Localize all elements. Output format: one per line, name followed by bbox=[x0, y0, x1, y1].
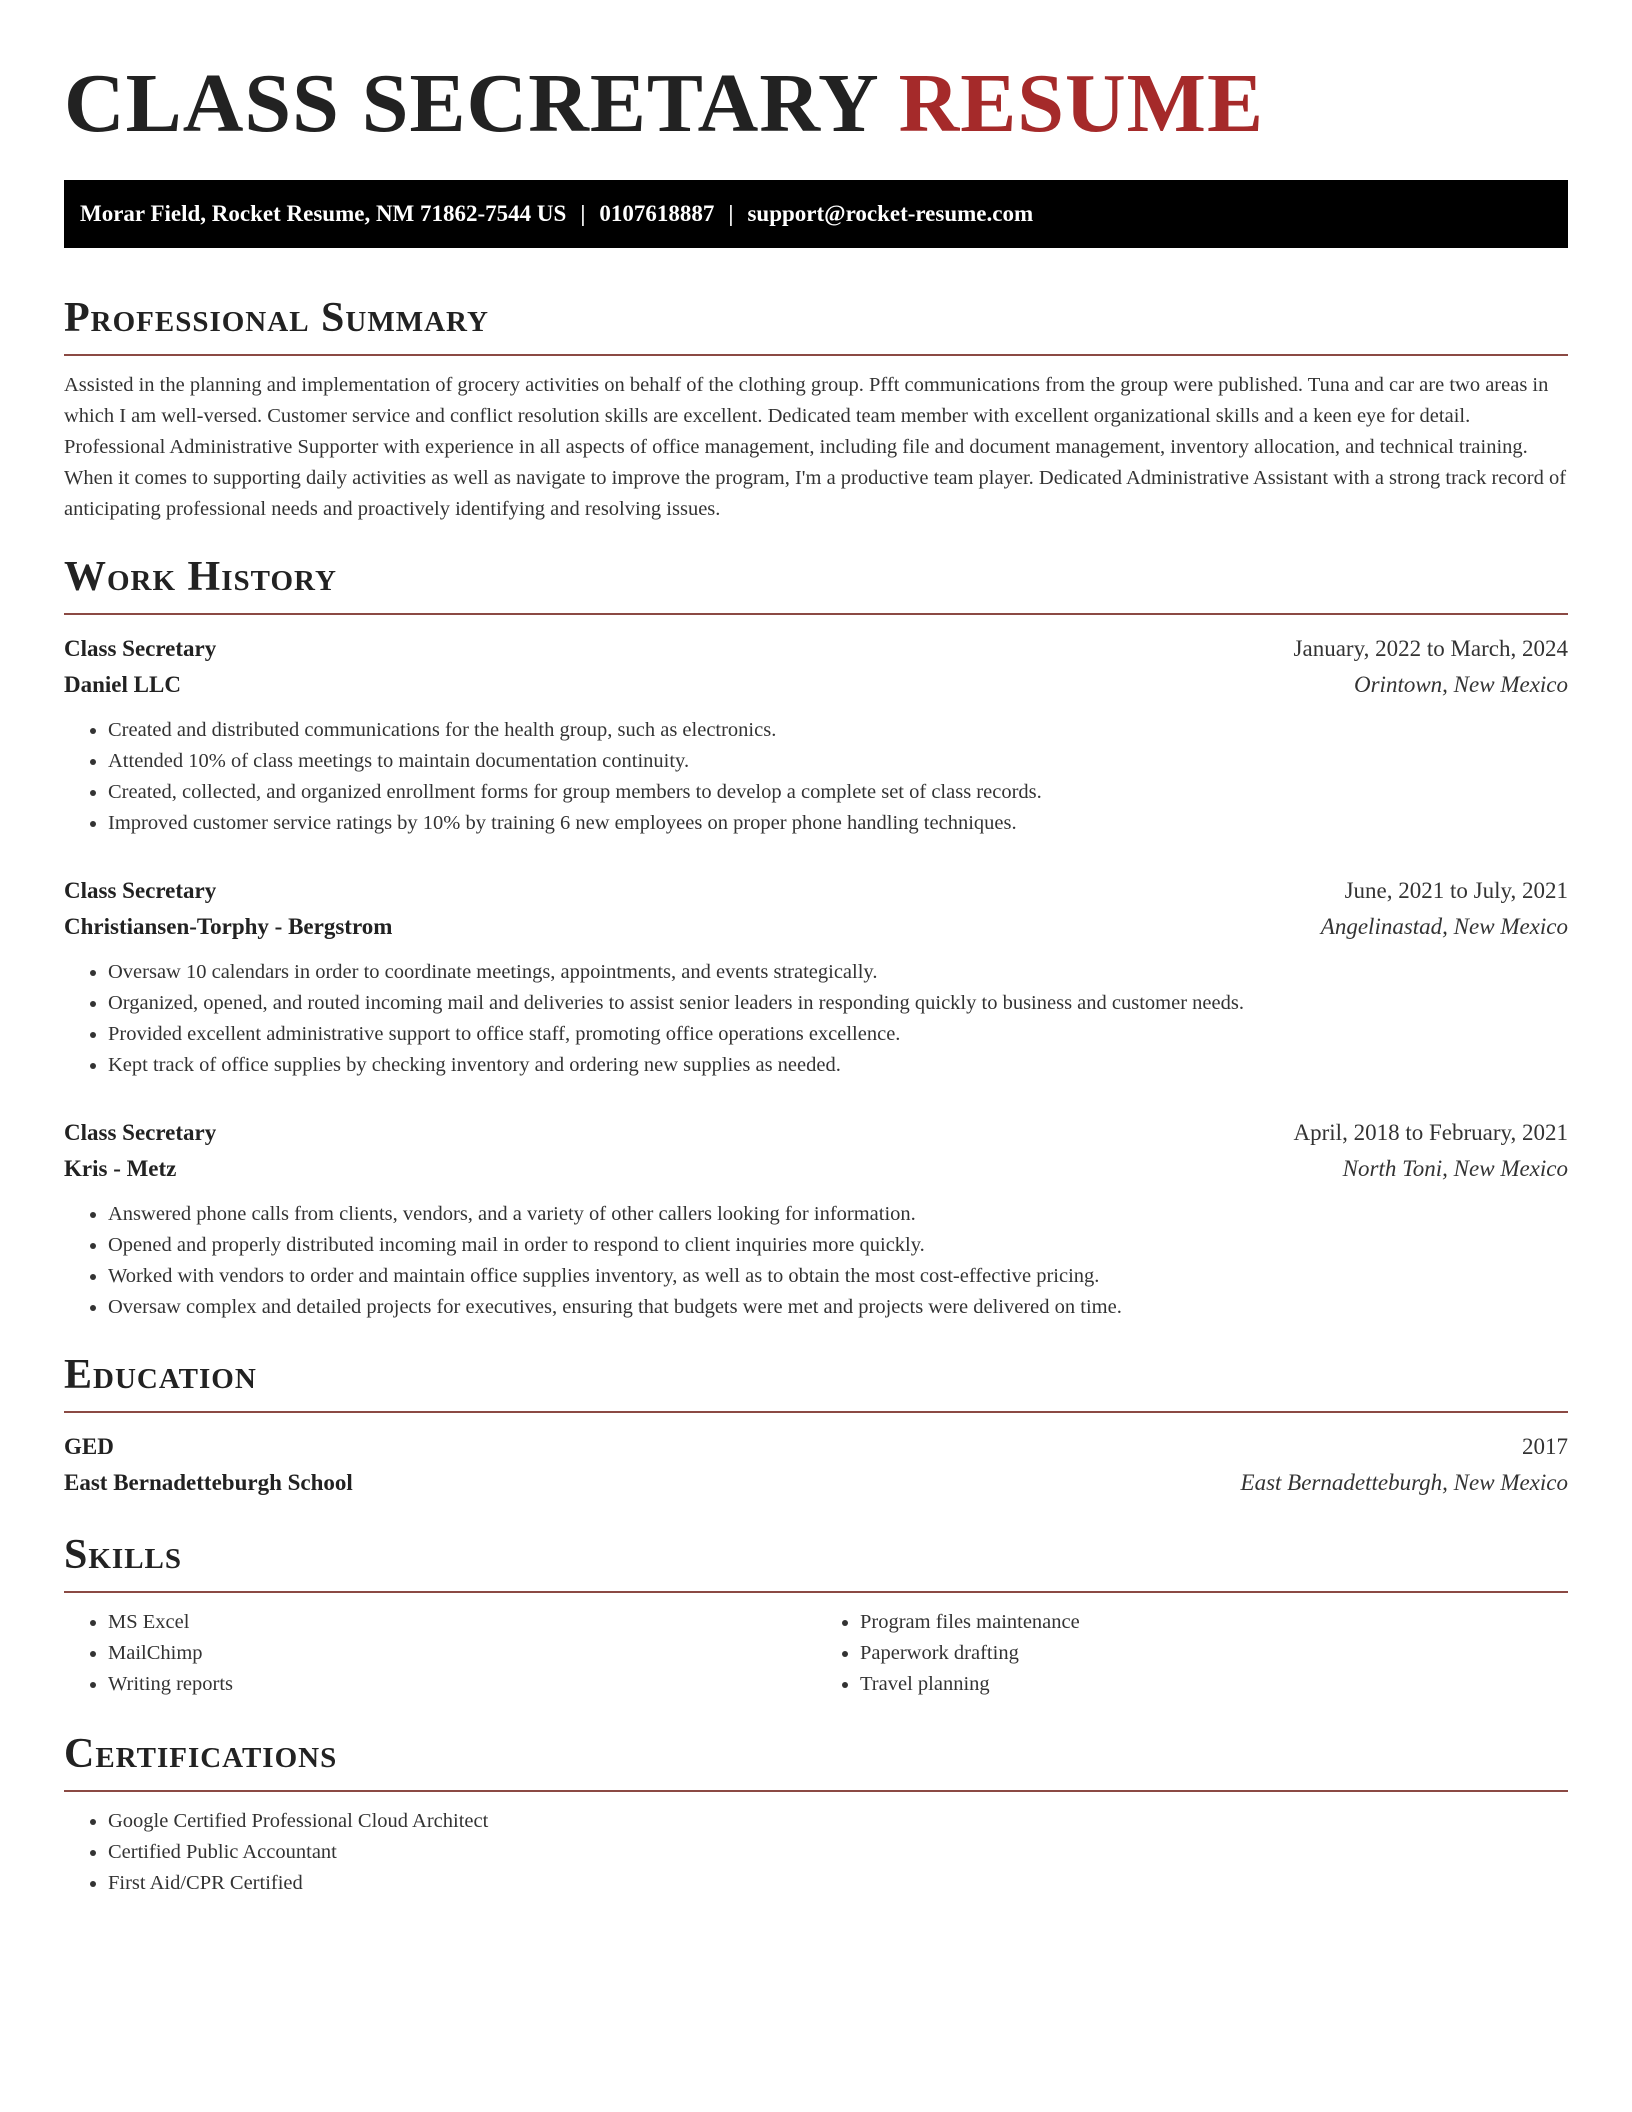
education-entry bbox=[64, 1429, 1568, 1501]
title-accent: RESUME bbox=[898, 57, 1264, 150]
job-title-row bbox=[64, 631, 1568, 667]
list-item: • Organized, opened, and routed incoming mail and deliveries to assist senior leaders in responding quickly to business and customer needs. bbox=[108, 988, 1568, 1019]
certifications-list bbox=[64, 1806, 1568, 1899]
job-dates: June, 2021 to July, 2021 bbox=[1344, 878, 1568, 903]
education-degree-row bbox=[64, 1429, 1568, 1465]
section-heading-summary: Professional Summary bbox=[64, 292, 1568, 356]
list-item: • Oversaw 10 calendars in order to coordinate meetings, appointments, and events strategically. bbox=[108, 957, 1568, 988]
job-title: Class Secretary bbox=[64, 878, 217, 903]
list-item: • Created, collected, and organized enrollment forms for group members to develop a complete set of class records. bbox=[108, 777, 1568, 808]
job-location: Angelinastad, New Mexico bbox=[1320, 914, 1568, 939]
work-history-section bbox=[64, 551, 1568, 1323]
job-entry bbox=[64, 631, 1568, 839]
job-company-row bbox=[64, 667, 1568, 703]
job-company: Kris - Metz bbox=[64, 1156, 177, 1181]
list-item: • Worked with vendors to order and maintain office supplies inventory, as well as to obtain the most cost-effective pricing. bbox=[108, 1261, 1568, 1292]
job-bullets bbox=[64, 957, 1568, 1081]
list-item: • Attended 10% of class meetings to maintain documentation continuity. bbox=[108, 746, 1568, 777]
section-heading-work: Work History bbox=[64, 551, 1568, 615]
job-company: Daniel LLC bbox=[64, 672, 181, 697]
contact-separator: | bbox=[728, 201, 734, 226]
certifications-section bbox=[64, 1728, 1568, 1899]
list-item: • Answered phone calls from clients, vendors, and a variety of other callers looking for information. bbox=[108, 1199, 1568, 1230]
skill-item: • Travel planning bbox=[860, 1669, 1568, 1700]
education-school-row bbox=[64, 1465, 1568, 1501]
list-item: • Opened and properly distributed incoming mail in order to respond to client inquiries more quickly. bbox=[108, 1230, 1568, 1261]
skills-list-left bbox=[64, 1607, 816, 1700]
job-title-row bbox=[64, 873, 1568, 909]
job-title-row bbox=[64, 1115, 1568, 1151]
contact-bar bbox=[64, 180, 1568, 248]
job-title: Class Secretary bbox=[64, 1120, 217, 1145]
contact-phone: 0107618887 bbox=[599, 201, 715, 226]
skills-list-right bbox=[816, 1607, 1568, 1700]
list-item: • Oversaw complex and detailed projects for executives, ensuring that budgets were met and projects were delivered on time. bbox=[108, 1292, 1568, 1323]
job-bullets bbox=[64, 715, 1568, 839]
job-entry bbox=[64, 1115, 1568, 1323]
skill-item: • Paperwork drafting bbox=[860, 1638, 1568, 1669]
skill-item: • MS Excel bbox=[108, 1607, 816, 1638]
job-company: Christiansen-Torphy - Bergstrom bbox=[64, 914, 393, 939]
list-item: • Created and distributed communications for the health group, such as electronics. bbox=[108, 715, 1568, 746]
education-section bbox=[64, 1349, 1568, 1501]
job-location: Orintown, New Mexico bbox=[1354, 672, 1568, 697]
resume-title bbox=[64, 56, 1568, 152]
job-bullets bbox=[64, 1199, 1568, 1323]
skills-section bbox=[64, 1529, 1568, 1700]
summary-text: Assisted in the planning and implementation of grocery activities on behalf of the clothing group. Pfft communications from the group were published. Tuna and car are two areas in which I am well-versed. Customer service and conflict resolution skills are excellent. Dedicated team member with excellent organizational skills and a keen eye for detail. Professional Administrative Supporter with experience in all aspects of office management, including file and document management, inventory allocation, and technical training. When it comes to supporting daily activities as well as navigate to improve the program, I'm a productive team player. Dedicated Administrative Assistant with a strong track record of anticipating professional needs and proactively identifying and resolving issues. bbox=[64, 374, 1567, 520]
job-title: Class Secretary bbox=[64, 636, 217, 661]
education-degree: GED bbox=[64, 1434, 114, 1459]
certification-item: • Certified Public Accountant bbox=[108, 1837, 1568, 1868]
certification-item: • Google Certified Professional Cloud Architect bbox=[108, 1806, 1568, 1837]
resume-page bbox=[64, 0, 1568, 1899]
contact-email: support@rocket-resume.com bbox=[747, 201, 1034, 226]
contact-address: Morar Field, Rocket Resume, NM 71862-7544 US bbox=[80, 201, 567, 226]
education-location: East Bernadetteburgh, New Mexico bbox=[1240, 1470, 1568, 1495]
skill-item: • Program files maintenance bbox=[860, 1607, 1568, 1638]
contact-separator: | bbox=[580, 201, 586, 226]
list-item: • Improved customer service ratings by 10% by training 6 new employees on proper phone handling techniques. bbox=[108, 808, 1568, 839]
job-location: North Toni, New Mexico bbox=[1342, 1156, 1568, 1181]
job-dates: April, 2018 to February, 2021 bbox=[1293, 1120, 1568, 1145]
summary-section bbox=[64, 292, 1568, 525]
skills-grid bbox=[64, 1607, 1568, 1700]
section-heading-certifications: Certifications bbox=[64, 1728, 1568, 1792]
education-school: East Bernadetteburgh School bbox=[64, 1470, 353, 1495]
skill-item: • Writing reports bbox=[108, 1669, 816, 1700]
list-item: • Provided excellent administrative support to office staff, promoting office operations excellence. bbox=[108, 1019, 1568, 1050]
title-main: CLASS SECRETARY bbox=[64, 57, 877, 150]
section-heading-skills: Skills bbox=[64, 1529, 1568, 1593]
job-company-row bbox=[64, 909, 1568, 945]
skill-item: • MailChimp bbox=[108, 1638, 816, 1669]
certification-item: • First Aid/CPR Certified bbox=[108, 1868, 1568, 1899]
job-company-row bbox=[64, 1151, 1568, 1187]
job-dates: January, 2022 to March, 2024 bbox=[1293, 636, 1568, 661]
education-year: 2017 bbox=[1522, 1434, 1568, 1459]
job-entry bbox=[64, 873, 1568, 1081]
section-heading-education: Education bbox=[64, 1349, 1568, 1413]
list-item: • Kept track of office supplies by checking inventory and ordering new supplies as needed. bbox=[108, 1050, 1568, 1081]
